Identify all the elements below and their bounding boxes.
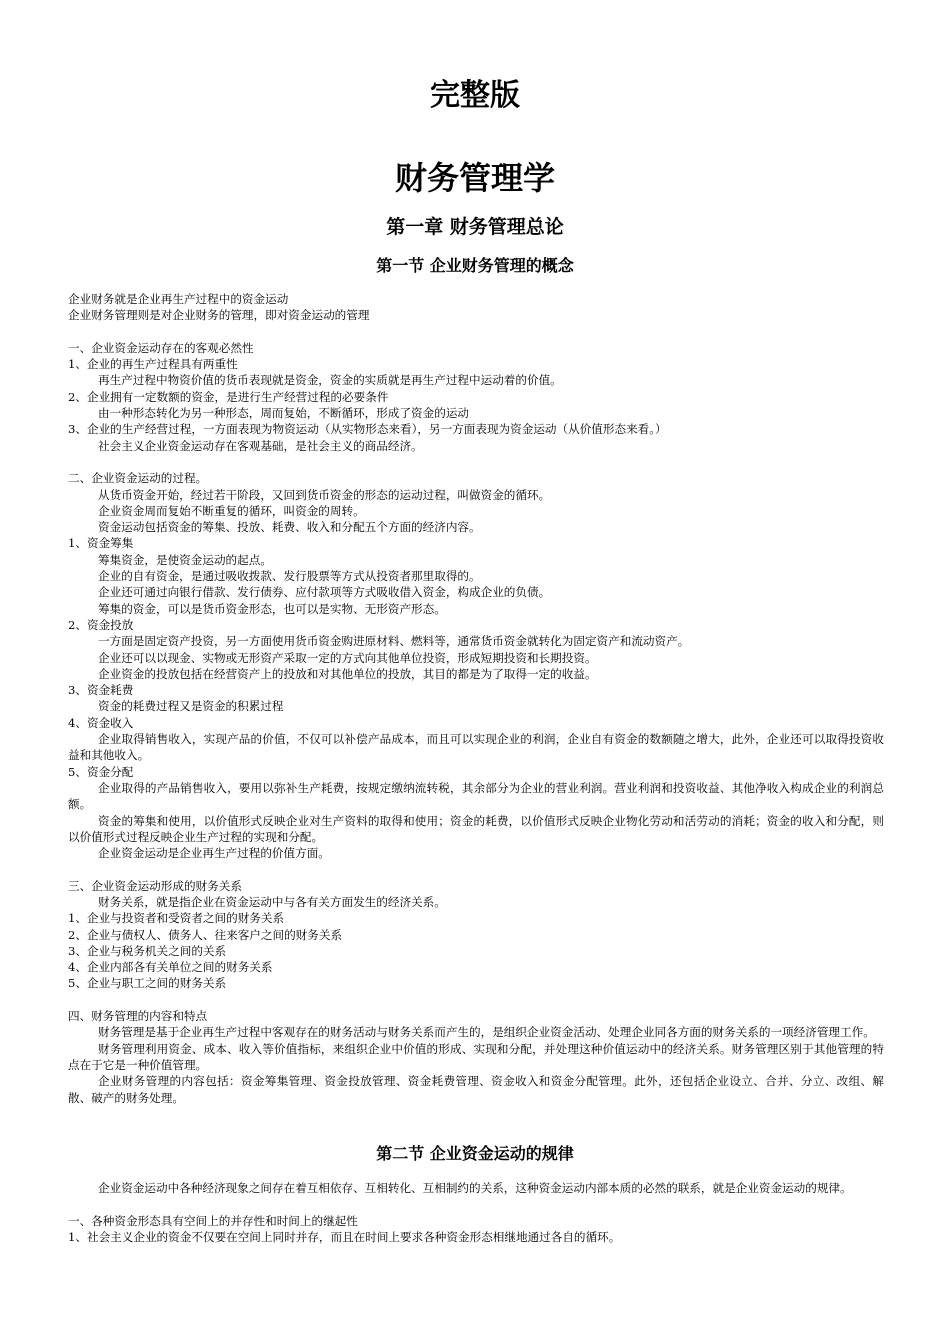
paragraph: 资金的筹集和使用，以价值形式反映企业对生产资料的取得和使用；资金的耗费，以价值形式反映企业物化劳动和活劳动的消耗；资金的收入和分配，则以价值形式过程反映企业生产过程的实现和分配。 bbox=[68, 813, 884, 844]
list-item: 1、资金筹集 bbox=[68, 536, 134, 551]
paragraph: 筹集的资金，可以是货币资金形态，也可以是实物、无形资产形态。 bbox=[98, 601, 446, 616]
list-item: 2、资金投放 bbox=[68, 617, 134, 632]
list-item: 1、企业的再生产过程具有两重性 bbox=[68, 357, 238, 372]
paragraph: 企业还可以以现金、实物或无形资产采取一定的方式向其他单位投资，形成短期投资和长期投资。 bbox=[98, 650, 597, 665]
paragraph: 企业资金的投放包括在经营资产上的投放和对其他单位的投放，其目的都是为了取得一定的收益。 bbox=[98, 666, 597, 681]
paragraph: 企业财务管理则是对企业财务的管理，即对资金运动的管理 bbox=[68, 308, 370, 323]
paragraph: 财务管理利用资金、成本、收入等价值指标，来组织企业中价值的形成、实现和分配，并处理这种价值运动中的经济关系。财务管理区别于其他管理的特点在于它是一种价值管理。 bbox=[68, 1041, 884, 1072]
list-item: 2、企业拥有一定数额的资金，是进行生产经营过程的必要条件 bbox=[68, 389, 389, 404]
paragraph: 企业取得销售收入，实现产品的价值，不仅可以补偿产品成本，而且可以实现企业的利润，企业自有资金的数额随之增大，此外，企业还可以取得投资收益和其他收入。 bbox=[68, 732, 884, 763]
section1-heading: 第一节 企业财务管理的概念 bbox=[376, 256, 574, 275]
list-item: 1、社会主义企业的资金不仅要在空间上同时并存，而且在时间上要求各种资金形态相继地通过各自的循环。 bbox=[68, 1229, 621, 1244]
chapter-heading: 第一章 财务管理总论 bbox=[386, 216, 564, 238]
document-title-complete-edition: 完整版 bbox=[430, 78, 520, 113]
paragraph: 从货币资金开始，经过若干阶段，又回到货币资金的形态的运动过程，叫做资金的循环。 bbox=[98, 487, 551, 502]
list-heading: 一、各种资金形态具有空间上的并存性和时间上的继起性 bbox=[68, 1213, 358, 1228]
list-item: 3、企业与税务机关之间的关系 bbox=[68, 943, 227, 958]
paragraph: 资金运动包括资金的筹集、投放、耗费、收入和分配五个方面的经济内容。 bbox=[98, 520, 481, 535]
paragraph: 一方面是固定资产投资，另一方面使用货币资金购进原材料、燃料等，通常货币资金就转化为固定资产和流动资产。 bbox=[98, 634, 690, 649]
list-item: 3、资金耗费 bbox=[68, 683, 134, 698]
list-item: 5、企业与职工之间的财务关系 bbox=[68, 976, 227, 991]
paragraph: 企业财务就是企业再生产过程中的资金运动 bbox=[68, 292, 289, 306]
paragraph: 由一种形态转化为另一种形态，周而复始，不断循环，形成了资金的运动 bbox=[98, 406, 470, 421]
paragraph: 财务管理是基于企业再生产过程中客观存在的财务活动与财务关系而产生的，是组织企业资金活动、处理企业同各方面的财务关系的一项经济管理工作。 bbox=[98, 1025, 875, 1040]
paragraph: 社会主义企业资金运动存在客观基础，是社会主义的商品经济。 bbox=[98, 438, 423, 453]
paragraph: 企业资金运动中各种经济现象之间存在着互相依存、互相转化、互相制约的关系，这种资金运动内部本质的必然的联系，就是企业资金运动的规律。 bbox=[98, 1181, 852, 1195]
paragraph: 财务关系，就是指企业在资金运动中与各有关方面发生的经济关系。 bbox=[98, 894, 446, 909]
section2-heading: 第二节 企业资金运动的规律 bbox=[376, 1144, 574, 1163]
list-heading: 一、企业资金运动存在的客观必然性 bbox=[68, 340, 254, 355]
list-heading: 四、财务管理的内容和特点 bbox=[68, 1009, 208, 1024]
paragraph: 企业取得的产品销售收入，要用以弥补生产耗费，按规定缴纳流转税，其余部分为企业的营业利润。营业利润和投资收益、其他净收入构成企业的利润总额。 bbox=[68, 780, 884, 812]
list-item: 4、资金收入 bbox=[68, 715, 134, 730]
paragraph: 企业财务管理的内容包括：资金筹集管理、资金投放管理、资金耗费管理、资金收入和资金分配管理。此外，还包括企业设立、合并、分立、改组、解散、破产的财务处理。 bbox=[68, 1074, 884, 1105]
section1-body bbox=[68, 291, 884, 1106]
paragraph: 再生产过程中物资价值的货币表现就是资金，资金的实质就是再生产过程中运动着的价值。 bbox=[98, 373, 562, 388]
paragraph: 企业的自有资金，是通过吸收拨款、发行股票等方式从投资者那里取得的。 bbox=[98, 569, 481, 584]
paragraph: 筹集资金，是使资金运动的起点。 bbox=[98, 552, 272, 567]
paragraph: 企业资金运动是企业再生产过程的价值方面。 bbox=[98, 846, 330, 861]
book-title: 财务管理学 bbox=[394, 159, 555, 197]
paragraph: 资金的耗费过程又是资金的积累过程 bbox=[98, 699, 284, 714]
paragraph: 企业还可通过向银行借款、发行债券、应付款项等方式吸收借入资金，构成企业的负债。 bbox=[98, 585, 551, 600]
list-heading: 三、企业资金运动形成的财务关系 bbox=[68, 878, 242, 893]
list-heading: 二、企业资金运动的过程。 bbox=[68, 471, 208, 486]
section2-body bbox=[68, 1180, 884, 1245]
list-item: 4、企业内部各有关单位之间的财务关系 bbox=[68, 960, 273, 975]
list-item: 1、企业与投资者和受资者之间的财务关系 bbox=[68, 911, 285, 926]
list-item: 3、企业的生产经营过程，一方面表现为物资运动（从实物形态来看），另一方面表现为资金运动（从价值形态来看。） bbox=[68, 422, 667, 437]
paragraph: 企业资金周而复始不断重复的循环，叫资金的周转。 bbox=[98, 503, 365, 518]
list-item: 5、资金分配 bbox=[68, 764, 134, 779]
list-item: 2、企业与债权人、债务人、往来客户之间的财务关系 bbox=[68, 927, 343, 942]
